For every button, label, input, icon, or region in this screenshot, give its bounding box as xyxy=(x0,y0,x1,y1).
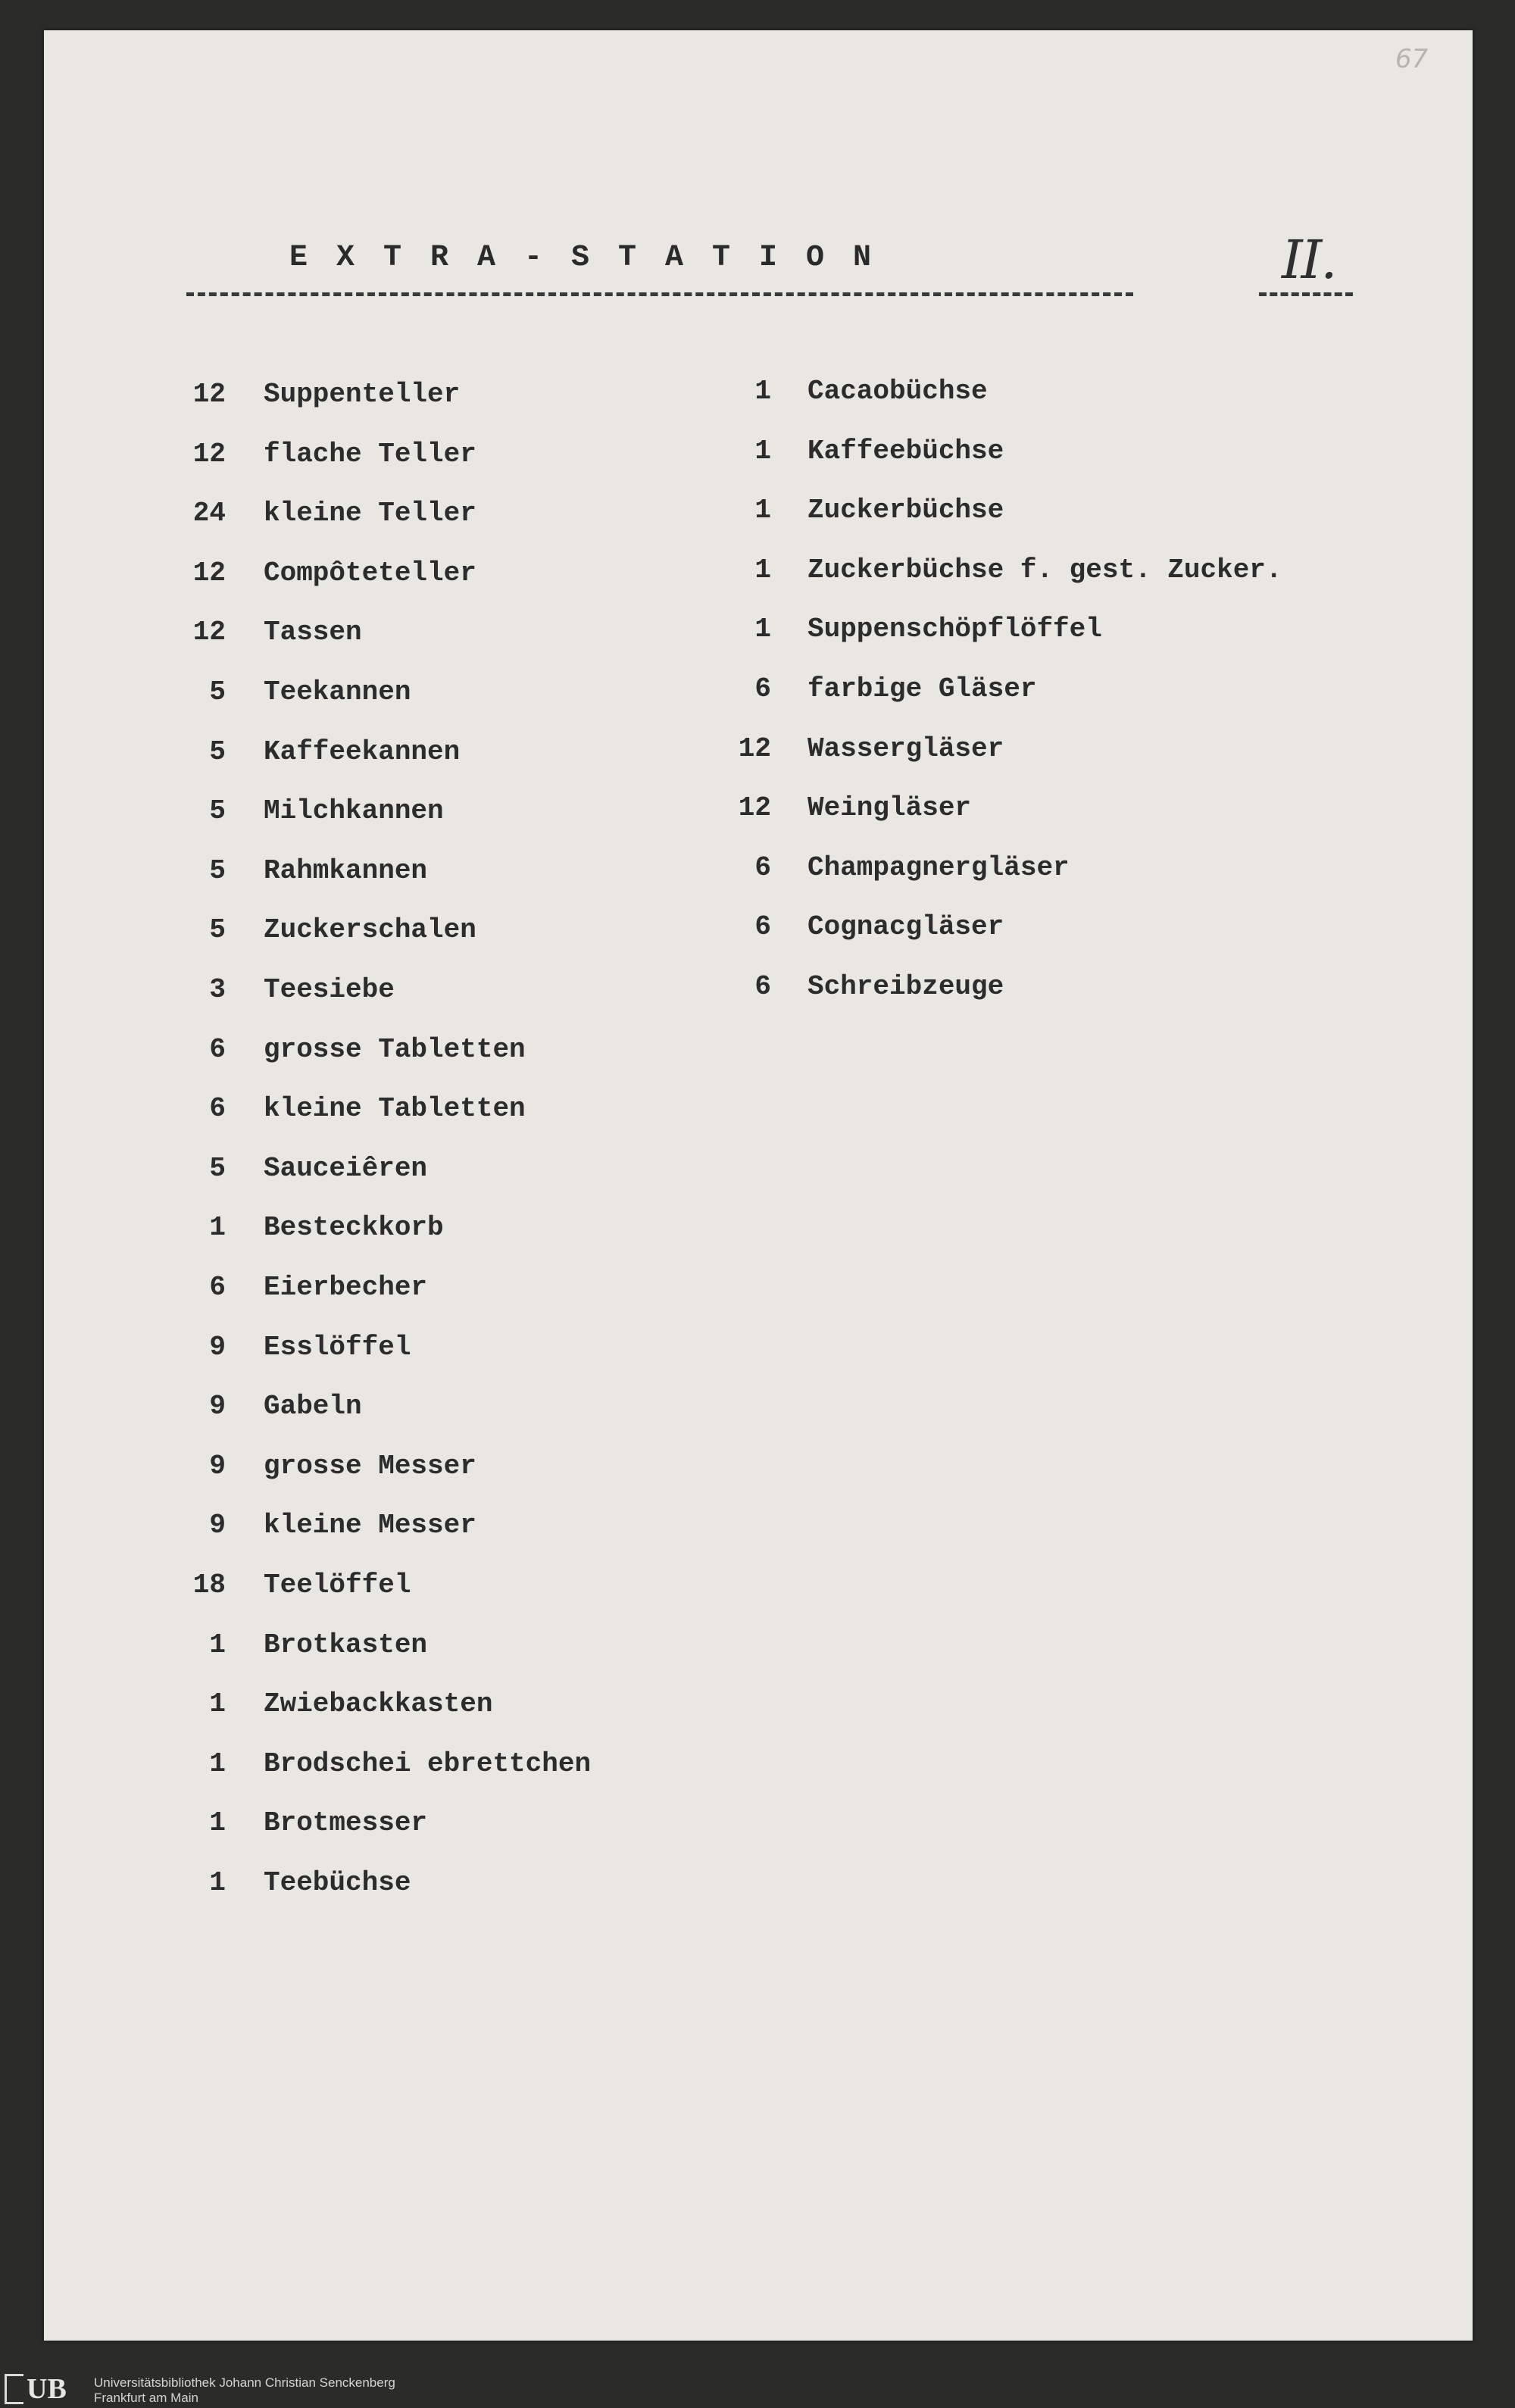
item-quantity: 1 xyxy=(209,1867,226,1898)
item-name: kleine Messer xyxy=(264,1510,476,1541)
item-name: farbige Gläser xyxy=(807,673,1037,704)
item-name: Brodschei ebrettchen xyxy=(264,1747,592,1779)
item-name: Kaffeekannen xyxy=(264,736,461,767)
title-letter: T xyxy=(383,241,403,275)
item-name: Teelöffel xyxy=(264,1569,411,1601)
item-quantity: 5 xyxy=(209,854,226,886)
item-name: Brotkasten xyxy=(264,1629,428,1660)
item-quantity: 1 xyxy=(754,376,771,407)
item-quantity: 12 xyxy=(192,617,226,648)
item-quantity: 5 xyxy=(209,1152,226,1184)
item-quantity: 9 xyxy=(209,1450,226,1482)
title-letter: T xyxy=(711,241,732,275)
item-quantity: 1 xyxy=(754,495,771,526)
ub-logo xyxy=(5,2374,67,2404)
section-mark-underline xyxy=(1259,292,1353,296)
item-quantity: 5 xyxy=(209,795,226,827)
library-name: Universitätsbibliothek Johann Christian Senckenberg xyxy=(94,2375,395,2390)
item-quantity: 5 xyxy=(209,676,226,707)
item-quantity: 1 xyxy=(209,1807,226,1839)
item-quantity: 1 xyxy=(754,554,771,586)
item-quantity: 9 xyxy=(209,1331,226,1363)
page-number: 67 xyxy=(1395,44,1429,74)
item-quantity: 24 xyxy=(192,498,226,529)
item-name: Zuckerbüchse f. gest. Zucker. xyxy=(807,554,1282,586)
item-quantity: 12 xyxy=(738,792,771,824)
page-title xyxy=(276,241,1071,275)
item-quantity: 6 xyxy=(754,911,771,943)
item-name: Gabeln xyxy=(264,1391,362,1423)
title-letter: S xyxy=(570,241,591,275)
item-quantity: 1 xyxy=(209,1629,226,1660)
item-name: Brotmesser xyxy=(264,1807,428,1839)
item-quantity: 9 xyxy=(209,1391,226,1423)
item-quantity: 6 xyxy=(209,1033,226,1065)
title-letter: A xyxy=(476,241,497,275)
title-letter: N xyxy=(852,241,873,275)
item-name: Compôteteller xyxy=(264,557,476,589)
item-quantity: 12 xyxy=(192,557,226,589)
library-caption xyxy=(94,2375,395,2406)
item-name: Wassergläser xyxy=(807,732,1004,764)
item-name: Suppenschöpflöffel xyxy=(807,614,1102,645)
item-name: Zuckerbüchse xyxy=(807,495,1004,526)
item-name: Esslöffel xyxy=(264,1331,411,1363)
item-name: Teebüchse xyxy=(264,1867,411,1898)
item-name: grosse Tabletten xyxy=(264,1033,526,1065)
item-quantity: 6 xyxy=(209,1272,226,1303)
item-quantity: 1 xyxy=(209,1688,226,1720)
title-letter: - xyxy=(523,241,544,275)
item-name: Besteckkorb xyxy=(264,1212,444,1244)
item-quantity: 12 xyxy=(192,438,226,470)
item-quantity: 5 xyxy=(209,736,226,767)
item-name: Weingläser xyxy=(807,792,972,824)
item-name: Champagnergläser xyxy=(807,851,1070,883)
item-name: grosse Messer xyxy=(264,1450,476,1482)
item-name: Milchkannen xyxy=(264,795,444,827)
document-page xyxy=(44,30,1473,2341)
item-quantity: 6 xyxy=(209,1093,226,1125)
item-quantity: 12 xyxy=(192,379,226,410)
item-name: Cognacgläser xyxy=(807,911,1004,943)
item-quantity: 5 xyxy=(209,914,226,946)
item-name: Kaffeebüchse xyxy=(807,435,1004,467)
item-quantity: 9 xyxy=(209,1510,226,1541)
item-quantity: 1 xyxy=(209,1747,226,1779)
item-name: Suppenteller xyxy=(264,379,461,410)
item-name: Teekannen xyxy=(264,676,411,707)
title-letter: T xyxy=(617,241,638,275)
item-name: Schreibzeuge xyxy=(807,971,1004,1002)
item-name: Zwiebackkasten xyxy=(264,1688,493,1720)
title-letter: R xyxy=(430,241,450,275)
title-letter: I xyxy=(758,241,779,275)
item-name: Rahmkannen xyxy=(264,854,428,886)
ub-logo-text: UB xyxy=(27,2373,67,2405)
item-quantity: 1 xyxy=(754,435,771,467)
item-name: Sauceiêren xyxy=(264,1152,428,1184)
item-quantity: 3 xyxy=(209,974,226,1005)
library-city: Frankfurt am Main xyxy=(94,2391,198,2405)
item-name: kleine Teller xyxy=(264,498,476,529)
item-name: Zuckerschalen xyxy=(264,914,476,946)
item-quantity: 6 xyxy=(754,971,771,1002)
item-quantity: 1 xyxy=(754,614,771,645)
title-letter: X xyxy=(336,241,356,275)
title-letter: E xyxy=(289,241,309,275)
item-quantity: 12 xyxy=(738,732,771,764)
item-name: Eierbecher xyxy=(264,1272,428,1303)
item-name: flache Teller xyxy=(264,438,476,470)
item-name: Cacaobüchse xyxy=(807,376,988,407)
item-quantity: 6 xyxy=(754,673,771,704)
title-letter: O xyxy=(805,241,826,275)
title-underline xyxy=(186,292,1133,296)
item-quantity: 6 xyxy=(754,851,771,883)
item-name: Teesiebe xyxy=(264,974,395,1005)
title-letter: A xyxy=(664,241,685,275)
item-name: kleine Tabletten xyxy=(264,1093,526,1125)
item-quantity: 18 xyxy=(192,1569,226,1601)
item-quantity: 1 xyxy=(209,1212,226,1244)
section-mark: II. xyxy=(1282,229,1336,291)
footer xyxy=(0,2356,1515,2408)
item-name: Tassen xyxy=(264,617,362,648)
